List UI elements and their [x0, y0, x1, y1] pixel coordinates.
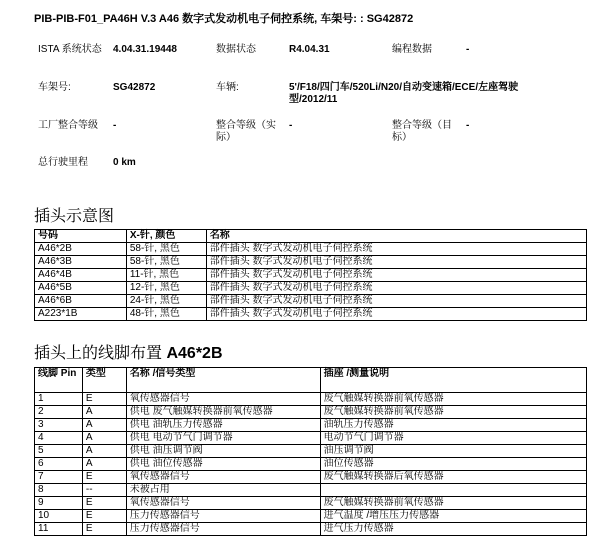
ista-label: ISTA 系统状态: [38, 44, 102, 55]
table-row: [35, 419, 587, 432]
pin-number: 1: [35, 393, 83, 406]
pin-socket: 废气触媒转换器后氧传感器: [320, 471, 586, 484]
pin-number: 7: [35, 471, 83, 484]
pin-socket: 油位传感器: [320, 458, 586, 471]
table-row: [35, 269, 587, 282]
pin-type: A: [82, 458, 126, 471]
pin-type: E: [82, 471, 126, 484]
table-row: [35, 484, 587, 497]
vin-value: SG42872: [113, 82, 156, 93]
table-row: [35, 282, 587, 295]
pin-signal: 氧传感器信号: [126, 497, 320, 510]
pin-signal: 供电 油位传感器: [126, 458, 320, 471]
pin-socket: 油压调节阀: [320, 445, 586, 458]
pin-signal: 供电 电动节气门调节器: [126, 432, 320, 445]
pin-socket: 进气温度 /增压压力传感器: [320, 510, 586, 523]
table-row: [35, 497, 587, 510]
level-target-label: 整合等级（目标）: [392, 120, 452, 143]
pin-type: A: [82, 406, 126, 419]
level-actual-value: -: [289, 120, 293, 131]
level-actual-label: 整合等级（实际）: [216, 120, 276, 143]
pins-header-row: [35, 368, 587, 393]
connector-pins-color: 48-针, 黑色: [126, 308, 206, 321]
ista-value: 4.04.31.19448: [113, 44, 177, 55]
connector-pins-color: 58-针, 黑色: [126, 256, 206, 269]
pin-socket: 废气触媒转换器前氧传感器: [320, 497, 586, 510]
pins-table: [34, 367, 587, 536]
pin-type: E: [82, 393, 126, 406]
table-row: [35, 256, 587, 269]
connector-pins-color: 58-针, 黑色: [126, 243, 206, 256]
table-row: [35, 243, 587, 256]
pins-header-signal: 名称 /信号类型: [126, 368, 320, 393]
pins-title-prefix: 插头上的线脚布置: [34, 345, 163, 362]
connectors-section-title: 插头示意图: [34, 208, 115, 225]
factory-level-label: 工厂整合等级: [38, 120, 98, 131]
pin-type: E: [82, 510, 126, 523]
pin-signal: 氧传感器信号: [126, 393, 320, 406]
connector-name: 部件插头 数字式发动机电子伺控系统: [206, 282, 586, 295]
data-status-value: R4.04.31: [289, 44, 330, 55]
vin-label: 车架号:: [38, 82, 71, 93]
mileage-value: 0 km: [113, 157, 136, 168]
pin-signal: 供电 废气触媒转换器前氧传感器: [126, 406, 320, 419]
connector-name: 部件插头 数字式发动机电子伺控系统: [206, 295, 586, 308]
pin-number: 8: [35, 484, 83, 497]
connector-number: A46*6B: [35, 295, 127, 308]
pin-signal: 供电 油压调节阀: [126, 445, 320, 458]
table-row: [35, 406, 587, 419]
pin-signal: 未被占用: [126, 484, 320, 497]
table-row: [35, 295, 587, 308]
document-header: PIB-PIB-F01_PA46H V.3 A46 数字式发动机电子伺控系统, 车架号: : SG42872: [34, 13, 414, 25]
pin-signal: 供电 油轨压力传感器: [126, 419, 320, 432]
mileage-label: 总行驶里程: [38, 157, 88, 168]
pin-number: 5: [35, 445, 83, 458]
pin-socket: 废气触媒转换器前氧传感器: [320, 393, 586, 406]
connectors-header-name: 名称: [206, 230, 586, 243]
prog-data-label: 编程数据: [392, 44, 432, 55]
connector-name: 部件插头 数字式发动机电子伺控系统: [206, 243, 586, 256]
pin-socket: 进气压力传感器: [320, 523, 586, 536]
pin-type: --: [82, 484, 126, 497]
table-row: [35, 458, 587, 471]
pin-number: 3: [35, 419, 83, 432]
connector-number: A46*5B: [35, 282, 127, 295]
connector-pins-color: 12-针, 黑色: [126, 282, 206, 295]
table-row: [35, 432, 587, 445]
pin-signal: 压力传感器信号: [126, 523, 320, 536]
pin-socket: 油轨压力传感器: [320, 419, 586, 432]
connector-name: 部件插头 数字式发动机电子伺控系统: [206, 269, 586, 282]
connector-number: A46*3B: [35, 256, 127, 269]
level-target-value: -: [466, 120, 470, 131]
pins-header-socket: 插座 /测量说明: [320, 368, 586, 393]
pin-signal: 压力传感器信号: [126, 510, 320, 523]
pin-signal: 氧传感器信号: [126, 471, 320, 484]
data-status-label: 数据状态: [216, 44, 256, 55]
pins-header-pin: 线脚 Pin: [35, 368, 83, 393]
connectors-table: [34, 229, 587, 321]
table-row: [35, 523, 587, 536]
connector-number: A46*4B: [35, 269, 127, 282]
pin-type: A: [82, 432, 126, 445]
pin-socket: 电动节气门调节器: [320, 432, 586, 445]
connector-number: A46*2B: [35, 243, 127, 256]
pin-number: 9: [35, 497, 83, 510]
factory-level-value: -: [113, 120, 117, 131]
table-row: [35, 471, 587, 484]
pin-number: 6: [35, 458, 83, 471]
pins-section-title: [34, 340, 223, 363]
pin-type: A: [82, 445, 126, 458]
connector-pins-color: 11-针, 黑色: [126, 269, 206, 282]
connectors-header-number: 号码: [35, 230, 127, 243]
connector-pins-color: 24-针, 黑色: [126, 295, 206, 308]
pin-number: 11: [35, 523, 83, 536]
pin-socket: 废气触媒转换器前氧传感器: [320, 406, 586, 419]
pin-socket: [320, 484, 586, 497]
table-row: [35, 445, 587, 458]
pin-type: E: [82, 497, 126, 510]
vehicle-value: 5'/F18/四门车/520Li/N20/自动变速箱/ECE/左座驾驶型/2012/11: [289, 82, 519, 105]
table-row: [35, 510, 587, 523]
connector-number: A223*1B: [35, 308, 127, 321]
pins-title-connector: A46*2B: [166, 345, 223, 362]
table-row: [35, 308, 587, 321]
connectors-header-pins-color: X-针, 颜色: [126, 230, 206, 243]
connectors-header-row: [35, 230, 587, 243]
prog-data-value: -: [466, 44, 470, 55]
pins-header-type: 类型: [82, 368, 126, 393]
pin-number: 2: [35, 406, 83, 419]
pin-type: A: [82, 419, 126, 432]
pin-type: E: [82, 523, 126, 536]
vehicle-label: 车辆:: [216, 82, 239, 93]
pin-number: 10: [35, 510, 83, 523]
connector-name: 部件插头 数字式发动机电子伺控系统: [206, 308, 586, 321]
table-row: [35, 393, 587, 406]
pin-number: 4: [35, 432, 83, 445]
connector-name: 部件插头 数字式发动机电子伺控系统: [206, 256, 586, 269]
